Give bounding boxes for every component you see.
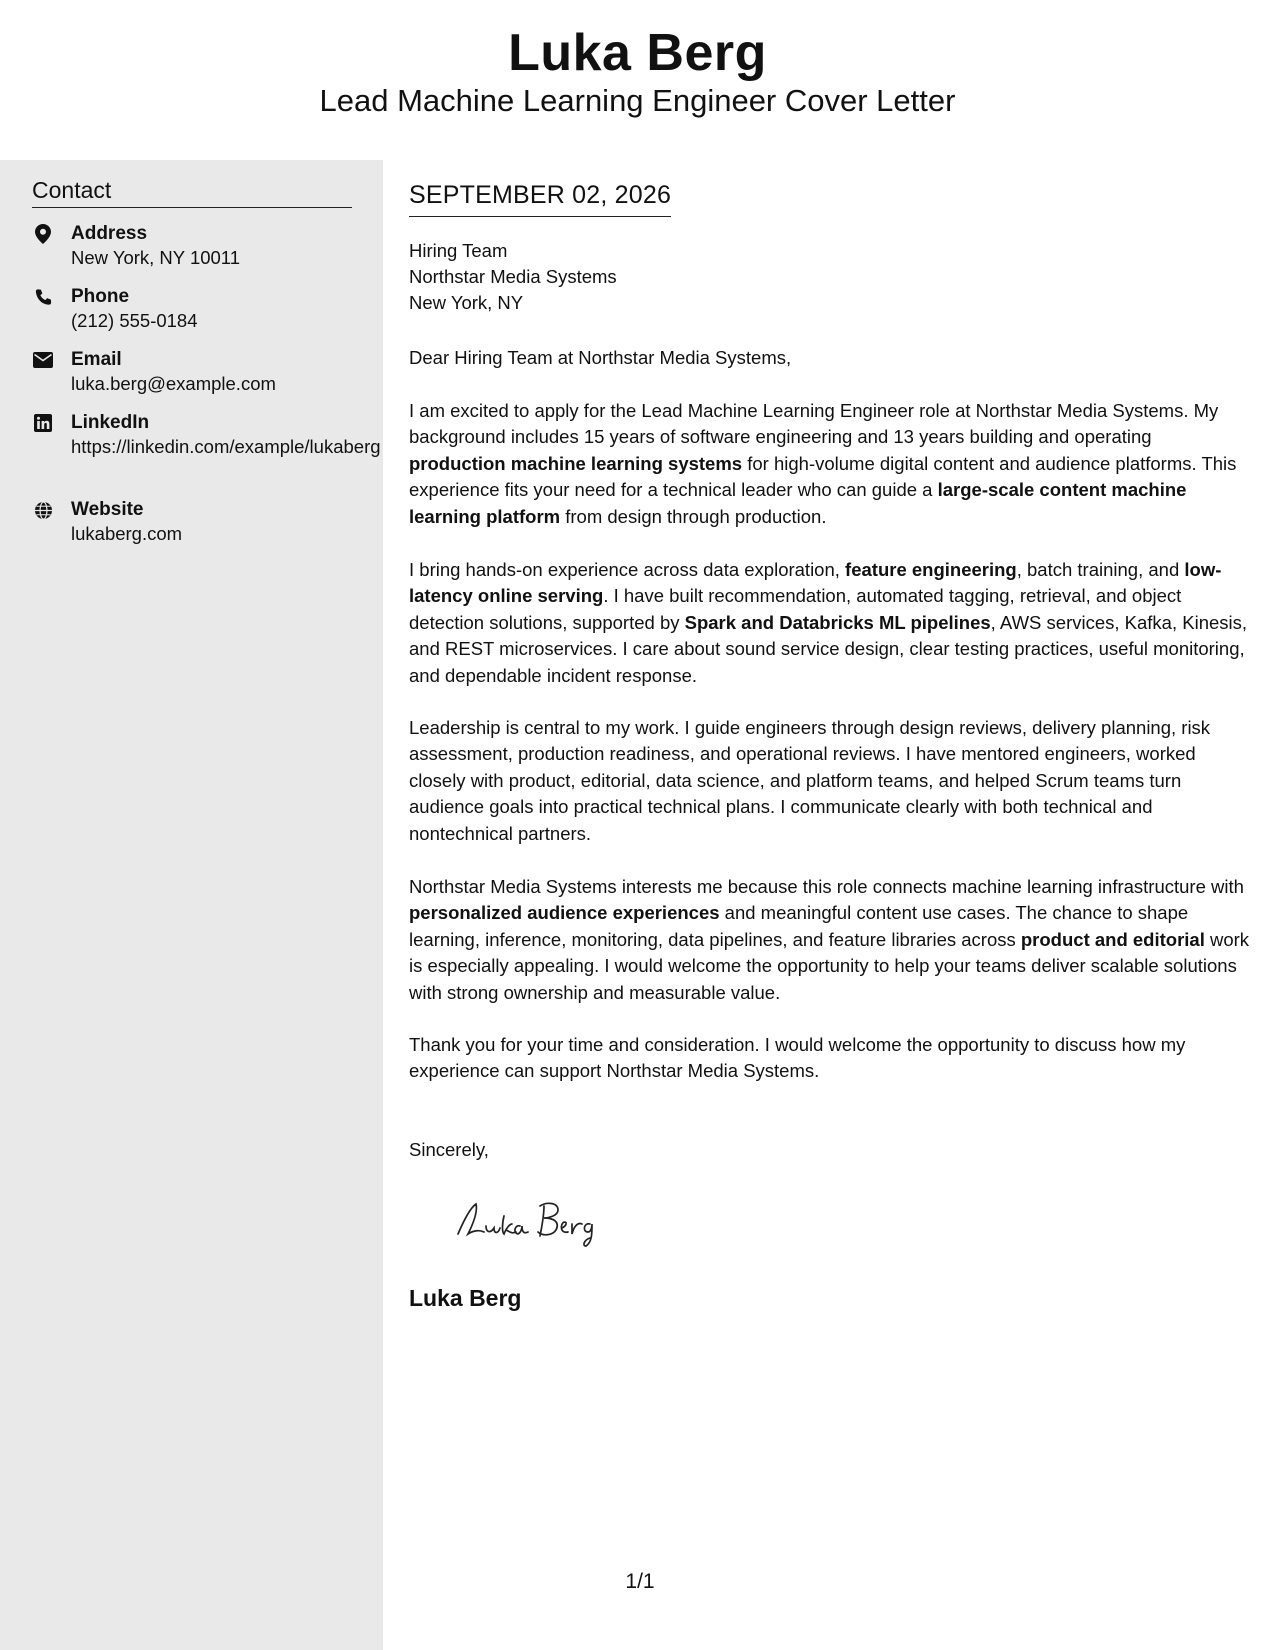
page-number: 1/1: [625, 1570, 655, 1593]
greeting: Dear Hiring Team at Northstar Media Systems,: [409, 347, 792, 368]
paragraph-thanks: [409, 1032, 1251, 1085]
paragraph-leadership: [409, 715, 1251, 847]
phone-value: (212) 555-0184: [71, 310, 198, 331]
address-label: Address: [71, 223, 148, 244]
email-label: Email: [71, 349, 122, 370]
emphasized-text: product and editorial: [1020, 928, 1205, 950]
document-title: Lead Machine Learning Engineer Cover Letter: [319, 83, 956, 118]
paragraph-intro: [409, 398, 1251, 530]
phone-icon: [32, 286, 54, 308]
emphasized-text: large-scale content machine learning platform: [409, 479, 1187, 527]
document-header: [0, 0, 1275, 160]
emphasized-text: production machine learning systems: [409, 452, 743, 474]
handwritten-signature: [450, 1190, 630, 1250]
signer-name: Luka Berg: [409, 1285, 522, 1311]
paragraph-text: Leadership is central to my work. I guide engineers through design reviews, delivery planning, risk assessment, production readiness, and operational reviews. I have mentored engineers, worked closely with product, editorial, data science, and platform teams, and helped Scrum teams turn audience goals into practical technical plans. I communicate clearly with both technical and nontechnical partners.: [409, 717, 1211, 844]
paragraph-experience: [409, 557, 1251, 689]
closing: Sincerely,: [409, 1139, 489, 1160]
phone-label: Phone: [71, 286, 130, 307]
recipient-block: [409, 238, 617, 316]
paragraph-text: I bring hands-on experience across data exploration,: [409, 559, 846, 580]
emphasized-text: low-latency online serving: [409, 559, 1222, 607]
emphasized-text: personalized audience experiences: [409, 902, 720, 924]
linkedin-label: LinkedIn: [71, 412, 150, 433]
paragraph-text: I am excited to apply for the Lead Machine Learning Engineer role at Northstar Media Systems. My background includes 15 years of software engineering and 13 years building and operating: [409, 400, 1219, 448]
email-value[interactable]: luka.berg@example.com: [71, 373, 276, 394]
letter-date: SEPTEMBER 02, 2026: [409, 178, 671, 217]
paragraph-text: for high-volume digital content and audience platforms. This experience fits your need for a technical leader who can guide a: [409, 452, 1237, 501]
applicant-name: Luka Berg: [508, 24, 767, 82]
website-label: Website: [71, 499, 144, 520]
paragraph-text: , AWS services, Kafka, Kinesis, and REST microservices. I care about sound service design, clear testing practices, useful monitoring, and dependable incident response.: [409, 611, 1248, 686]
map-pin-icon: [32, 223, 54, 245]
paragraph-text: . I have built recommendation, automated tagging, retrieval, and object detection solutions, supported by: [409, 585, 1182, 633]
paragraph-text: Thank you for your time and consideration. I would welcome the opportunity to discuss how my experience can support Northstar Media Systems.: [409, 1034, 1186, 1082]
paragraph-text: , batch training, and: [1016, 559, 1185, 580]
paragraph-text: work is especially appealing. I would welcome the opportunity to help your teams deliver scalable solutions with strong ownership and measurable value.: [409, 928, 1250, 1003]
envelope-icon: [32, 349, 54, 371]
globe-icon: [32, 499, 54, 521]
linkedin-value[interactable]: https://linkedin.com/example/lukaberg: [71, 436, 381, 457]
linkedin-icon: [32, 412, 54, 434]
recipient-company: Northstar Media Systems: [409, 266, 617, 287]
emphasized-text: feature engineering: [845, 559, 1017, 580]
emphasized-text: Spark and Databricks ML pipelines: [684, 611, 991, 633]
paragraph-text: Northstar Media Systems interests me because this role connects machine learning infrastructure with: [409, 876, 1244, 897]
recipient-location: New York, NY: [409, 292, 524, 313]
website-value[interactable]: lukaberg.com: [71, 523, 183, 544]
address-value: New York, NY 10011: [71, 247, 241, 268]
recipient-line: Hiring Team: [409, 240, 508, 261]
paragraph-text: and meaningful content use cases. The chance to shape learning, inference, monitoring, data pipelines, and feature libraries across: [409, 902, 1189, 950]
paragraph-interest: [409, 874, 1251, 1006]
contact-section-title: Contact: [32, 175, 352, 208]
paragraph-text: from design through production.: [560, 505, 827, 527]
